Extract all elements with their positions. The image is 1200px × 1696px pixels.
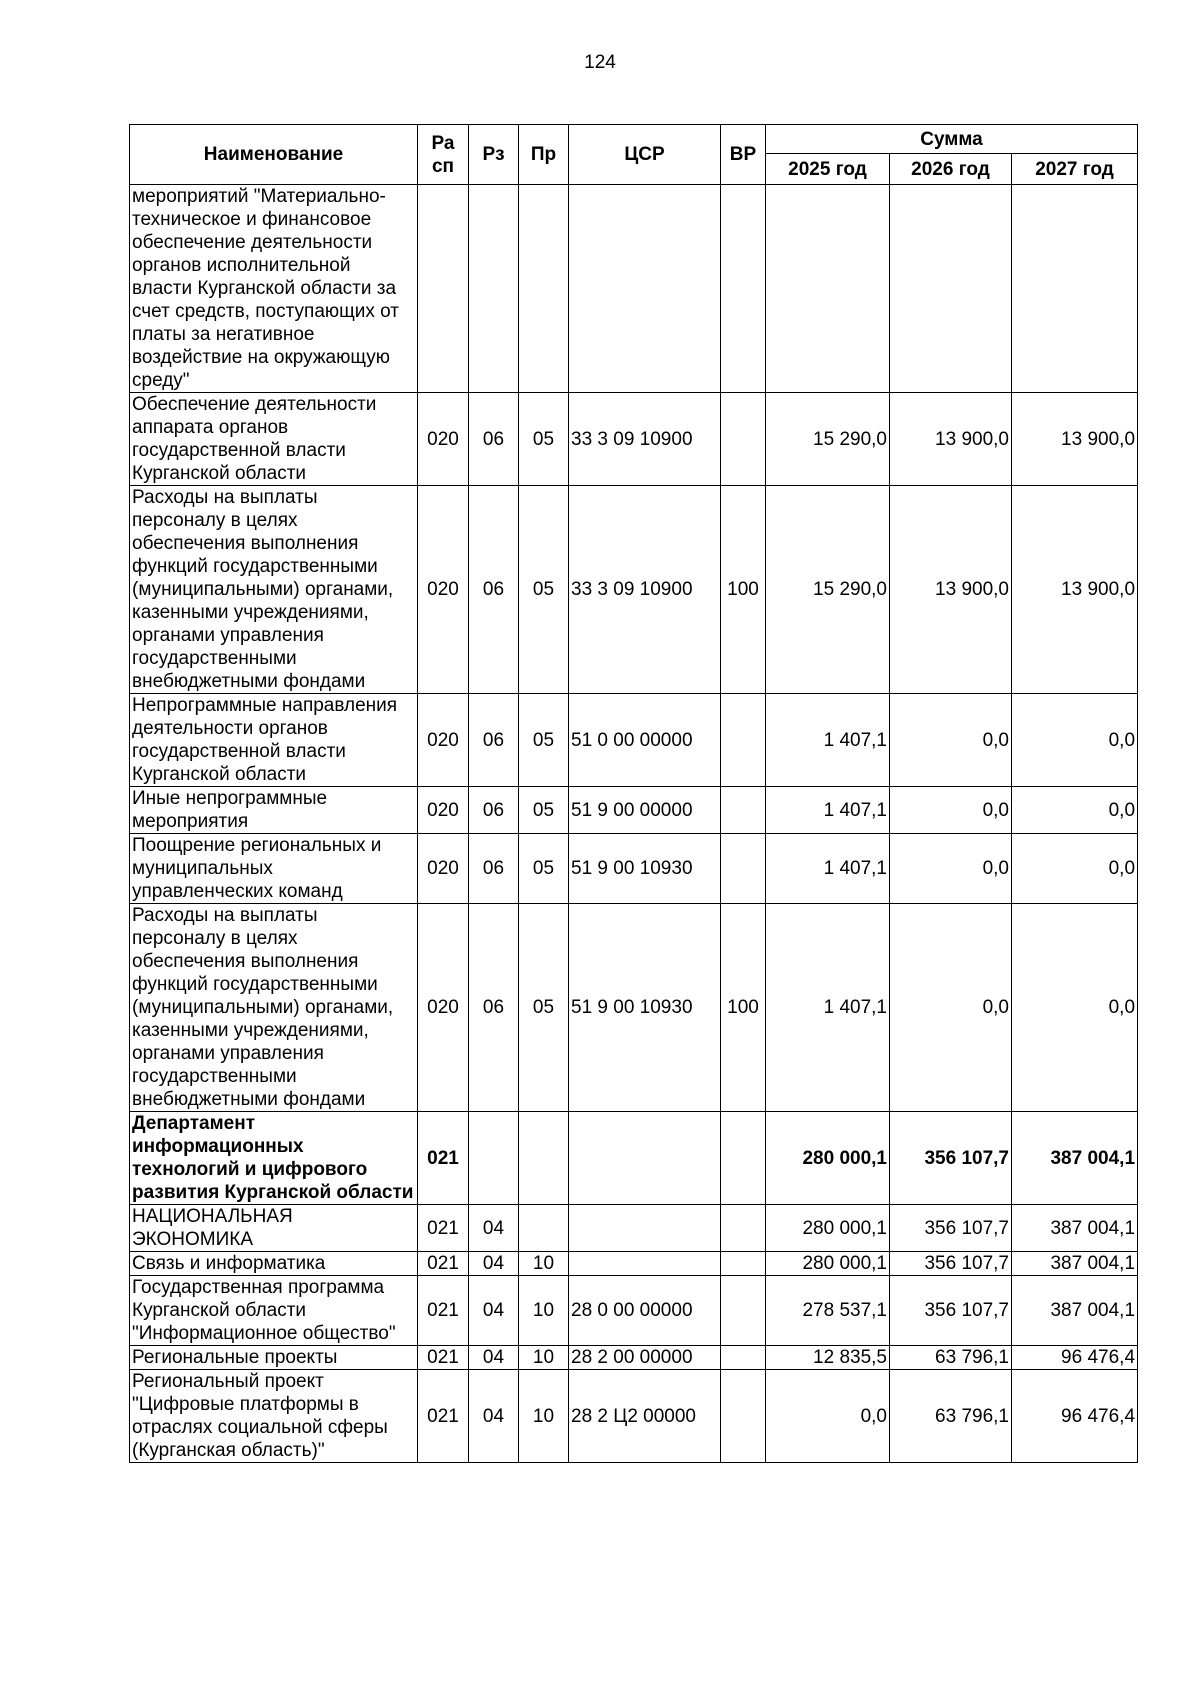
row-csr: 28 2 Ц2 00000 [569,1370,721,1463]
row-rasp: 020 [418,834,469,904]
row-rasp: 020 [418,787,469,834]
row-sum-2025: 0,0 [766,1370,890,1463]
row-sum-2025: 12 835,5 [766,1346,890,1370]
table-row [130,1276,1138,1346]
row-rasp: 020 [418,904,469,1112]
header-sum: Сумма [766,125,1138,154]
row-name: Иные непрограммные мероприятия [130,787,418,834]
row-sum-2027: 0,0 [1012,694,1138,787]
row-name: Региональный проект "Цифровые платформы в отраслях социальной сферы (Курганская область)" [130,1370,418,1463]
row-sum-2027: 387 004,1 [1012,1205,1138,1252]
table-row [130,185,1138,393]
row-sum-2026: 13 900,0 [890,486,1012,694]
row-sum-2025: 1 407,1 [766,834,890,904]
row-name: Поощрение региональных и муниципальных управленческих команд [130,834,418,904]
row-vr [721,1252,766,1276]
page-number: 124 [584,52,616,73]
row-sum-2025: 280 000,1 [766,1112,890,1205]
row-csr: 51 9 00 00000 [569,787,721,834]
row-sum-2025: 15 290,0 [766,393,890,486]
row-pr: 10 [519,1370,569,1463]
row-vr: 100 [721,904,766,1112]
row-vr [721,1205,766,1252]
row-sum-2026: 0,0 [890,694,1012,787]
row-rasp: 021 [418,1252,469,1276]
row-rasp: 021 [418,1370,469,1463]
row-pr: 05 [519,393,569,486]
row-pr: 05 [519,834,569,904]
header-year-2027: 2027 год [1012,154,1138,185]
row-vr: 100 [721,486,766,694]
row-name: НАЦИОНАЛЬНАЯ ЭКОНОМИКА [130,1205,418,1252]
row-vr [721,185,766,393]
row-sum-2025: 1 407,1 [766,787,890,834]
row-pr [519,1112,569,1205]
row-pr: 05 [519,694,569,787]
row-vr [721,787,766,834]
row-sum-2027: 96 476,4 [1012,1346,1138,1370]
row-csr: 28 2 00 00000 [569,1346,721,1370]
row-sum-2027: 96 476,4 [1012,1370,1138,1463]
row-rasp: 020 [418,486,469,694]
row-sum-2025: 280 000,1 [766,1252,890,1276]
table-row [130,904,1138,1112]
header-rz: Рз [469,125,519,185]
row-vr [721,1276,766,1346]
header-vr: ВР [721,125,766,185]
row-pr: 05 [519,486,569,694]
row-sum-2027: 0,0 [1012,904,1138,1112]
header-rasp: Ра сп [418,125,469,185]
budget-table [129,124,1138,1463]
row-vr [721,834,766,904]
header-name: Наименование [130,125,418,185]
row-rz: 06 [469,486,519,694]
row-rz: 04 [469,1276,519,1346]
row-name: Непрограммные направления деятельности органов государственной власти Курганской области [130,694,418,787]
row-csr: 33 3 09 10900 [569,393,721,486]
table-row [130,787,1138,834]
row-rz: 04 [469,1252,519,1276]
header-year-2025: 2025 год [766,154,890,185]
row-name: мероприятий "Материально-техническое и финансовое обеспечение деятельности органов исполнительной власти Курганской области за счет средств, поступающих от платы за негативное воздействие на окружающую среду" [130,185,418,393]
table-row [130,834,1138,904]
row-sum-2026: 0,0 [890,787,1012,834]
row-csr: 51 9 00 10930 [569,904,721,1112]
row-sum-2026 [890,185,1012,393]
row-rz: 04 [469,1370,519,1463]
row-sum-2027: 387 004,1 [1012,1276,1138,1346]
row-csr [569,1112,721,1205]
table-row [130,1112,1138,1205]
table-row [130,1346,1138,1370]
row-rz: 06 [469,904,519,1112]
row-name: Государственная программа Курганской области "Информационное общество" [130,1276,418,1346]
row-pr [519,185,569,393]
header-pr: Пр [519,125,569,185]
row-rasp: 020 [418,694,469,787]
row-csr: 33 3 09 10900 [569,486,721,694]
header-year-2026: 2026 год [890,154,1012,185]
row-sum-2025 [766,185,890,393]
row-rz: 06 [469,787,519,834]
row-sum-2027 [1012,185,1138,393]
table-row [130,486,1138,694]
table-row [130,1370,1138,1463]
row-name: Расходы на выплаты персоналу в целях обеспечения выполнения функций государственными (муниципальными) органами, казенными учреждениями, органами управления государственными внебюджетными фондами [130,904,418,1112]
row-sum-2027: 0,0 [1012,834,1138,904]
row-name: Департамент информационных технологий и цифрового развития Курганской области [130,1112,418,1205]
row-vr [721,1112,766,1205]
row-rz: 04 [469,1346,519,1370]
row-rz: 06 [469,694,519,787]
row-name: Связь и информатика [130,1252,418,1276]
row-vr [721,393,766,486]
row-sum-2025: 1 407,1 [766,904,890,1112]
table-row [130,694,1138,787]
row-sum-2026: 13 900,0 [890,393,1012,486]
row-pr: 05 [519,904,569,1112]
header-csr: ЦСР [569,125,721,185]
row-vr [721,1346,766,1370]
row-rz: 06 [469,393,519,486]
row-pr: 10 [519,1346,569,1370]
row-name: Расходы на выплаты персоналу в целях обеспечения выполнения функций государственными (муниципальными) органами, казенными учреждениями, органами управления государственными внебюджетными фондами [130,486,418,694]
row-rz: 04 [469,1205,519,1252]
row-rasp: 021 [418,1112,469,1205]
table-row [130,393,1138,486]
row-sum-2025: 278 537,1 [766,1276,890,1346]
row-rz [469,185,519,393]
table-row [130,1252,1138,1276]
row-vr [721,1370,766,1463]
row-sum-2027: 13 900,0 [1012,486,1138,694]
row-pr: 10 [519,1252,569,1276]
row-sum-2027: 387 004,1 [1012,1112,1138,1205]
row-sum-2025: 1 407,1 [766,694,890,787]
row-csr [569,1205,721,1252]
row-rasp: 021 [418,1205,469,1252]
row-csr: 51 0 00 00000 [569,694,721,787]
row-sum-2027: 13 900,0 [1012,393,1138,486]
row-rz [469,1112,519,1205]
row-rz: 06 [469,834,519,904]
row-rasp: 021 [418,1276,469,1346]
row-sum-2026: 356 107,7 [890,1252,1012,1276]
row-sum-2027: 387 004,1 [1012,1252,1138,1276]
row-name: Региональные проекты [130,1346,418,1370]
row-rasp: 020 [418,393,469,486]
row-sum-2027: 0,0 [1012,787,1138,834]
row-pr [519,1205,569,1252]
table-row [130,1205,1138,1252]
row-sum-2026: 356 107,7 [890,1276,1012,1346]
row-pr: 10 [519,1276,569,1346]
row-sum-2026: 63 796,1 [890,1370,1012,1463]
row-name: Обеспечение деятельности аппарата органов государственной власти Курганской области [130,393,418,486]
row-csr [569,1252,721,1276]
row-csr: 51 9 00 10930 [569,834,721,904]
row-sum-2026: 356 107,7 [890,1205,1012,1252]
row-csr [569,185,721,393]
row-vr [721,694,766,787]
row-rasp: 021 [418,1346,469,1370]
row-sum-2026: 0,0 [890,834,1012,904]
row-pr: 05 [519,787,569,834]
row-sum-2025: 15 290,0 [766,486,890,694]
row-sum-2025: 280 000,1 [766,1205,890,1252]
row-sum-2026: 356 107,7 [890,1112,1012,1205]
row-csr: 28 0 00 00000 [569,1276,721,1346]
row-rasp [418,185,469,393]
row-sum-2026: 0,0 [890,904,1012,1112]
row-sum-2026: 63 796,1 [890,1346,1012,1370]
